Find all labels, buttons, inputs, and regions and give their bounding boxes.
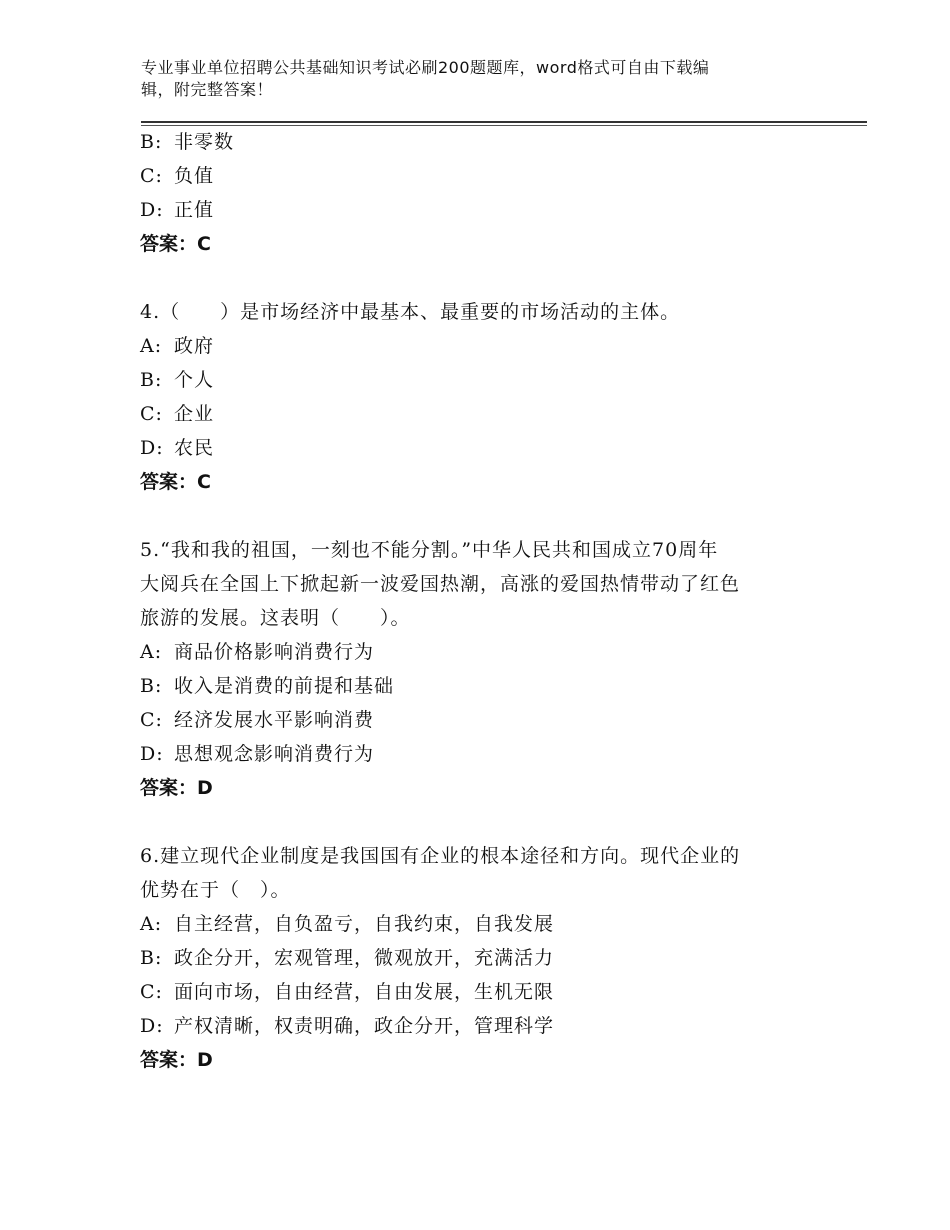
question-stem: 4.（ ）是市场经济中最基本、最重要的市场活动的主体。 bbox=[140, 301, 681, 323]
option-item bbox=[140, 635, 820, 669]
question-stem: 大阅兵在全国上下掀起新一波爱国热潮，高涨的爱国热情带动了红色 bbox=[140, 573, 741, 595]
page-header bbox=[141, 57, 791, 101]
option-item bbox=[140, 397, 820, 431]
option-text: 正值 bbox=[174, 199, 215, 221]
option-text: 商品价格影响消费行为 bbox=[174, 641, 375, 663]
option-item bbox=[140, 125, 820, 159]
option-item bbox=[140, 159, 820, 193]
header-line-1: 专业事业单位招聘公共基础知识考试必刷200题题库，word格式可自由下载编 bbox=[141, 58, 710, 77]
option-key: C: bbox=[140, 981, 163, 1003]
question-block bbox=[140, 295, 820, 499]
option-text: 面向市场，自由经营，自由发展，生机无限 bbox=[174, 981, 555, 1003]
question-stem: 6.建立现代企业制度是我国国有企业的根本途径和方向。现代企业的 bbox=[140, 845, 741, 867]
answer-line: 答案：C bbox=[140, 471, 211, 493]
option-item bbox=[140, 431, 820, 465]
option-key: A: bbox=[140, 913, 163, 935]
option-item bbox=[140, 941, 820, 975]
option-item bbox=[140, 737, 820, 771]
option-key: B: bbox=[140, 131, 163, 153]
option-text: 政企分开，宏观管理，微观放开，充满活力 bbox=[174, 947, 555, 969]
header-line-2: 辑，附完整答案！ bbox=[141, 80, 274, 99]
option-text: 负值 bbox=[174, 165, 215, 187]
option-text: 农民 bbox=[174, 437, 215, 459]
option-item bbox=[140, 1009, 820, 1043]
option-key: A: bbox=[140, 335, 163, 357]
option-item bbox=[140, 703, 820, 737]
question-stem: 5.“我和我的祖国，一刻也不能分割。”中华人民共和国成立70周年 bbox=[140, 539, 719, 561]
option-key: D: bbox=[140, 437, 164, 459]
option-item bbox=[140, 193, 820, 227]
option-item bbox=[140, 329, 820, 363]
question-stem: 旅游的发展。这表明（ ）。 bbox=[140, 607, 411, 629]
header-divider-thick bbox=[141, 121, 867, 123]
option-item bbox=[140, 363, 820, 397]
option-key: D: bbox=[140, 199, 164, 221]
option-key: C: bbox=[140, 709, 163, 731]
question-block bbox=[140, 125, 820, 261]
option-text: 自主经营，自负盈亏，自我约束，自我发展 bbox=[174, 913, 555, 935]
option-key: B: bbox=[140, 675, 163, 697]
option-text: 收入是消费的前提和基础 bbox=[174, 675, 395, 697]
option-key: D: bbox=[140, 743, 164, 765]
option-text: 经济发展水平影响消费 bbox=[174, 709, 375, 731]
option-key: C: bbox=[140, 165, 163, 187]
question-stem: 优势在于（ ）。 bbox=[140, 879, 291, 901]
question-list bbox=[140, 125, 820, 1077]
option-text: 政府 bbox=[174, 335, 215, 357]
option-item bbox=[140, 669, 820, 703]
option-text: 产权清晰，权责明确，政企分开，管理科学 bbox=[174, 1015, 555, 1037]
answer-line: 答案：C bbox=[140, 233, 211, 255]
option-text: 个人 bbox=[174, 369, 215, 391]
question-block bbox=[140, 533, 820, 805]
option-key: B: bbox=[140, 369, 163, 391]
option-text: 思想观念影响消费行为 bbox=[174, 743, 375, 765]
option-text: 企业 bbox=[174, 403, 215, 425]
option-key: B: bbox=[140, 947, 163, 969]
option-item bbox=[140, 975, 820, 1009]
option-text: 非零数 bbox=[174, 131, 235, 153]
option-key: D: bbox=[140, 1015, 164, 1037]
question-block bbox=[140, 839, 820, 1077]
answer-line: 答案：D bbox=[140, 1049, 213, 1071]
option-item bbox=[140, 907, 820, 941]
option-key: C: bbox=[140, 403, 163, 425]
option-key: A: bbox=[140, 641, 163, 663]
answer-line: 答案：D bbox=[140, 777, 213, 799]
